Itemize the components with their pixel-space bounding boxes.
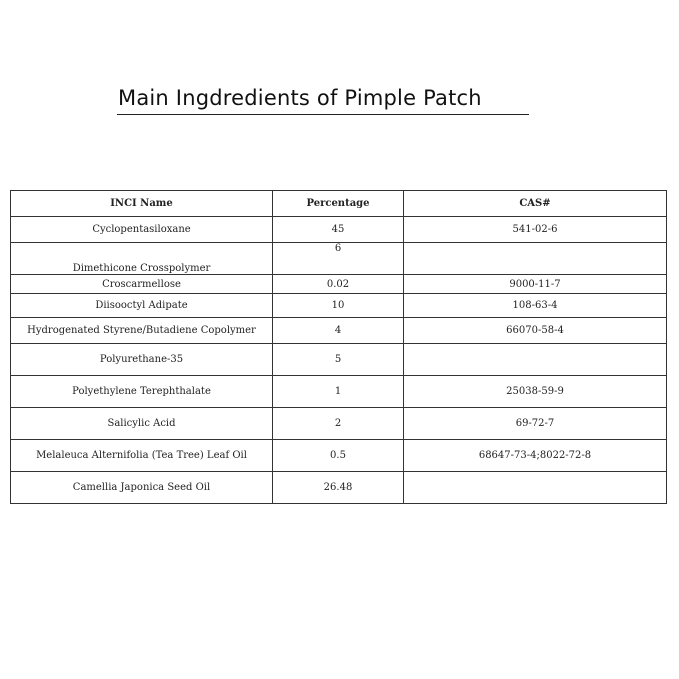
table-row xyxy=(11,472,667,504)
cell-cas: 25038-59-9 xyxy=(404,376,667,408)
table-row xyxy=(11,243,667,275)
cell-inci-name: Polyethylene Terephthalate xyxy=(11,376,273,408)
cell-inci-name: Salicylic Acid xyxy=(11,408,273,440)
cell-cas: 9000-11-7 xyxy=(404,275,667,294)
table-row xyxy=(11,408,667,440)
cell-inci-name: Dimethicone Crosspolymer xyxy=(11,243,273,275)
cell-percentage: 26.48 xyxy=(273,472,404,504)
ingredients-table xyxy=(10,190,667,504)
cell-percentage: 1 xyxy=(273,376,404,408)
cell-inci-name: Polyurethane-35 xyxy=(11,344,273,376)
header-inci-name: INCI Name xyxy=(11,191,273,217)
table-row xyxy=(11,318,667,344)
cell-percentage: 5 xyxy=(273,344,404,376)
cell-cas: 541-02-6 xyxy=(404,217,667,243)
cell-inci-name: Cyclopentasiloxane xyxy=(11,217,273,243)
header-cas: CAS# xyxy=(404,191,667,217)
cell-inci-name: Melaleuca Alternifolia (Tea Tree) Leaf Oil xyxy=(11,440,273,472)
table-row xyxy=(11,275,667,294)
cell-cas: 66070-58-4 xyxy=(404,318,667,344)
cell-percentage: 10 xyxy=(273,294,404,318)
cell-cas xyxy=(404,243,667,275)
table-row xyxy=(11,217,667,243)
table-row xyxy=(11,440,667,472)
cell-cas xyxy=(404,472,667,504)
cell-inci-name: Diisooctyl Adipate xyxy=(11,294,273,318)
table-row xyxy=(11,294,667,318)
cell-cas xyxy=(404,344,667,376)
cell-inci-name: Croscarmellose xyxy=(11,275,273,294)
table-row xyxy=(11,344,667,376)
cell-cas: 108-63-4 xyxy=(404,294,667,318)
cell-percentage: 6 xyxy=(273,243,404,275)
cell-inci-name: Hydrogenated Styrene/Butadiene Copolymer xyxy=(11,318,273,344)
cell-percentage: 0.02 xyxy=(273,275,404,294)
table-header-row xyxy=(11,191,667,217)
cell-cas: 69-72-7 xyxy=(404,408,667,440)
header-percentage: Percentage xyxy=(273,191,404,217)
title-underline xyxy=(117,114,529,115)
cell-percentage: 2 xyxy=(273,408,404,440)
cell-percentage: 0.5 xyxy=(273,440,404,472)
cell-percentage: 4 xyxy=(273,318,404,344)
table-row xyxy=(11,376,667,408)
cell-cas: 68647-73-4;8022-72-8 xyxy=(404,440,667,472)
page-title: Main Ingdredients of Pimple Patch xyxy=(118,86,482,110)
cell-inci-name: Camellia Japonica Seed Oil xyxy=(11,472,273,504)
cell-percentage: 45 xyxy=(273,217,404,243)
